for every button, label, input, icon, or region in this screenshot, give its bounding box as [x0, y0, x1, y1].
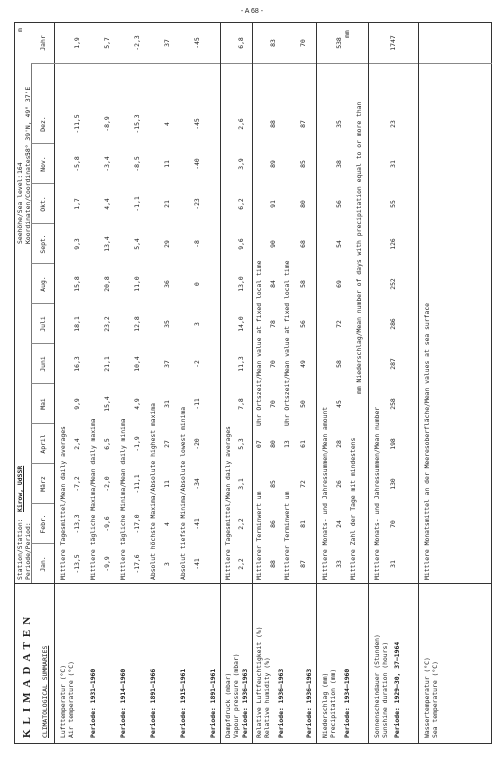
air-temp-abs-min-cell: 0	[193, 282, 201, 286]
air-temp-mean-cell: 16,3	[73, 356, 81, 372]
humidity-07-cell: 78	[269, 320, 277, 328]
year-column-divider	[31, 63, 492, 64]
sunshine-cell: 286	[389, 318, 397, 330]
air-temp-abs-min-cell: -11	[193, 398, 201, 410]
humidity-13-cell: 61	[299, 440, 307, 448]
vapour-cell: 7,8	[237, 398, 245, 410]
vapour-cell: 14,0	[237, 316, 245, 332]
air-temp-min-cell: -2,3	[133, 35, 141, 51]
air-temp-abs-min-cell: -20	[193, 438, 201, 450]
air-temp-abs-max-cell: 4	[163, 122, 171, 126]
air-temp-mean-cell: -13,3	[73, 514, 81, 534]
air-temp-mean-cell: 18,1	[73, 316, 81, 332]
vapour-cell: 3,9	[237, 158, 245, 170]
precip-amount-cell: 45	[335, 400, 343, 408]
air-temp-mean-cell: 1,7	[73, 198, 81, 210]
air-temp-abs-max-cell: 37	[163, 39, 171, 47]
month-col-divider	[31, 303, 54, 304]
section-rule-vapour	[220, 22, 221, 744]
vapour-cell: 13,0	[237, 276, 245, 292]
humidity-13-cell: 68	[299, 240, 307, 248]
air-temp-min-cell: 12,8	[133, 316, 141, 332]
humidity-13-cell: 56	[299, 320, 307, 328]
month-header-4: Mai	[39, 398, 47, 410]
sunshine-cell: 70	[389, 520, 397, 528]
air-temp-abs-max-cell: 27	[163, 440, 171, 448]
precip-amount-cell: 56	[335, 200, 343, 208]
humidity-13-cell: 81	[299, 520, 307, 528]
sunshine-cell: 31	[389, 160, 397, 168]
month-col-divider	[31, 383, 54, 384]
air-temp-min-cell: -1,1	[133, 196, 141, 212]
climate-table-sheet	[14, 22, 492, 744]
air-temp-mean-cell: 9,9	[73, 398, 81, 410]
humidity-label-en: Relative humidity (%)	[263, 657, 271, 738]
vapour-cell: 2,2	[237, 558, 245, 570]
heading-precip-2a: Mittlere Zahl der Tage mit mindestens	[349, 437, 357, 580]
air-temp-abs-min-cell: -34	[193, 478, 201, 490]
air-temp-abs-max-cell: 29	[163, 240, 171, 248]
air-temp-mean-cell: 2,4	[73, 438, 81, 450]
vapour-cell: 6,8	[237, 37, 245, 49]
period-air-3: Periode: 1891–1966	[149, 668, 157, 738]
water-label-en: Sea temperature (°C)	[431, 661, 439, 738]
humidity-07-cell: 84	[269, 280, 277, 288]
humidity-07-cell: 90	[269, 240, 277, 248]
station-name: Kirow, UdSSR	[16, 465, 24, 512]
humidity-07-cell: 80	[269, 440, 277, 448]
air-temp-min-cell: 5,4	[133, 238, 141, 250]
air-temp-abs-max-cell: 21	[163, 200, 171, 208]
air-temp-max-cell: -9,9	[103, 556, 111, 572]
month-col-divider	[31, 423, 54, 424]
heading-precip-2b: mm Niederschlag/Mean number of days with precipitation equal to or more than	[355, 101, 363, 394]
heading-humidity-1a: Mittlerer Terminwert um	[255, 491, 263, 580]
section-rule-sunshine	[368, 22, 369, 744]
air-temp-max-cell: 6,5	[103, 438, 111, 450]
vapour-label-en: Vapour pressure (mbar)	[232, 653, 240, 738]
humidity-13-cell: 70	[299, 39, 307, 47]
air-temp-abs-max-cell: 31	[163, 400, 171, 408]
sunshine-cell: 1747	[389, 35, 397, 51]
sunshine-cell: 23	[389, 120, 397, 128]
period-air-1: Periode: 1931–1960	[89, 668, 97, 738]
heading-air-4: Absolut höchste Maxima/Absolute highest maxima	[149, 403, 157, 580]
air-temp-abs-max-cell: 37	[163, 360, 171, 368]
air-temp-max-cell: 4,4	[103, 198, 111, 210]
sunshine-cell: 31	[389, 560, 397, 568]
vapour-label: Dampfdruck (mbar)	[224, 672, 232, 738]
vapour-cell: 3,1	[237, 478, 245, 490]
altitude-unit: m	[16, 28, 24, 32]
month-col-divider	[31, 343, 54, 344]
heading-sunshine: Mittlere Monats- und Jahressummen/Mean number	[373, 406, 381, 580]
summaries-label: CLIMATOLOGICAL SUMMARIES	[41, 645, 49, 738]
air-temp-max-cell: 23,2	[103, 316, 111, 332]
sunshine-label: Sonnenscheindauer (Stunden)	[373, 634, 381, 738]
sunshine-cell: 252	[389, 278, 397, 290]
air-temp-max-cell: -2,0	[103, 476, 111, 492]
humidity-13-cell: 87	[299, 560, 307, 568]
air-temp-abs-max-cell: 11	[163, 160, 171, 168]
month-header-12: Jahr	[39, 35, 47, 51]
humidity-07-cell: 89	[269, 160, 277, 168]
sunshine-label-en: Sunshine duration (hours)	[381, 641, 389, 738]
air-temp-abs-max-cell: 36	[163, 280, 171, 288]
humidity-07-cell: 85	[269, 480, 277, 488]
station-label: Station/Station:	[16, 518, 24, 580]
month-header-6: Juli	[39, 316, 47, 332]
air-temp-mean-cell: -13,5	[73, 554, 81, 574]
air-temp-mean-cell: -7,2	[73, 476, 81, 492]
heading-humidity-2b: 13	[283, 440, 291, 448]
precip-amount-cell: 38	[335, 160, 343, 168]
vapour-cell: 6,2	[237, 198, 245, 210]
precip-label-en: Precipitation (mm)	[329, 668, 337, 738]
month-col-divider	[31, 543, 54, 544]
heading-precip-1: Mittlere Monats- und Jahressummen/Mean amount	[321, 406, 329, 580]
period-label: Periode/Period:	[24, 522, 32, 580]
air-temp-min-cell: -8,5	[133, 156, 141, 172]
month-header-11: Dez.	[39, 116, 47, 132]
precip-amount-cell: 58	[335, 360, 343, 368]
month-col-divider	[31, 143, 54, 144]
section-rule-precip	[316, 22, 317, 744]
air-temp-min-cell: -17,0	[133, 514, 141, 534]
precip-amount-cell: 26	[335, 480, 343, 488]
precip-amount-cell: 28	[335, 440, 343, 448]
humidity-13-cell: 85	[299, 160, 307, 168]
air-temp-label-en: Air temperature (°C)	[67, 661, 75, 738]
air-temp-abs-max-cell: 3	[163, 562, 171, 566]
air-temp-abs-max-cell: 4	[163, 522, 171, 526]
air-temp-mean-cell: -5,8	[73, 156, 81, 172]
heading-air-3: Mittlere tägliche Minima/Mean daily minima	[119, 418, 127, 580]
heading-precip-2c: mm	[343, 30, 351, 38]
air-temp-abs-max-cell: 35	[163, 320, 171, 328]
humidity-07-cell: 70	[269, 360, 277, 368]
vapour-cell: 2,6	[237, 118, 245, 130]
month-col-divider	[31, 503, 54, 504]
vapour-cell: 9,6	[237, 238, 245, 250]
precip-amount-cell: 24	[335, 520, 343, 528]
section-rule-humidity	[252, 22, 253, 744]
precip-amount-cell: 538	[335, 37, 343, 49]
air-temp-abs-min-cell: -8	[193, 240, 201, 248]
sunshine-cell: 55	[389, 200, 397, 208]
heading-humidity-1c: Uhr Ortszeit/Mean value at fixed local time	[255, 260, 263, 426]
heading-air-1: Mittlere Tagesmittel/Mean daily averages	[59, 426, 67, 580]
air-temp-abs-min-cell: -41	[193, 518, 201, 530]
heading-water: Mittlere Monatsmittel an der Meeresoberfläche/Mean values at sea surface	[423, 302, 431, 580]
air-temp-min-cell: -11,1	[133, 474, 141, 494]
vapour-cell: 5,3	[237, 438, 245, 450]
air-temp-max-cell: 21,1	[103, 356, 111, 372]
sunshine-cell: 198	[389, 438, 397, 450]
precip-amount-cell: 69	[335, 280, 343, 288]
humidity-13-cell: 50	[299, 400, 307, 408]
month-header-10: Nov.	[39, 156, 47, 172]
air-temp-label: Lufttemperatur (°C)	[59, 664, 67, 738]
sunshine-cell: 130	[389, 478, 397, 490]
humidity-13-cell: 87	[299, 120, 307, 128]
month-header-9: Okt.	[39, 196, 47, 212]
humidity-07-cell: 86	[269, 520, 277, 528]
page-number: - A 68 -	[240, 8, 264, 15]
period-air-2: Periode: 1914–1960	[119, 668, 127, 738]
period-humidity-1: Periode: 1936–1963	[277, 668, 285, 738]
altitude-label: Seehöhe/Sea level:	[16, 174, 24, 244]
air-temp-min-cell: -1,9	[133, 436, 141, 452]
month-col-divider	[31, 183, 54, 184]
humidity-07-cell: 91	[269, 200, 277, 208]
month-header-3: April	[39, 434, 47, 454]
vapour-cell: 2,2	[237, 518, 245, 530]
air-temp-min-cell: 11,0	[133, 276, 141, 292]
air-temp-mean-cell: 1,9	[73, 37, 81, 49]
air-temp-max-cell: 13,4	[103, 236, 111, 252]
humidity-label: Relative Luftfeuchtigkeit (%)	[255, 626, 263, 738]
coord-label: Koordinaten/Coordinates:	[24, 151, 32, 244]
air-temp-abs-min-cell: -45	[193, 37, 201, 49]
air-temp-mean-cell: 9,3	[73, 238, 81, 250]
sunshine-cell: 126	[389, 238, 397, 250]
air-temp-abs-min-cell: -40	[193, 158, 201, 170]
period-air-4: Periode: 1915–1961	[179, 668, 187, 738]
air-temp-abs-min-cell: -2	[193, 360, 201, 368]
air-temp-abs-min-cell: -41	[193, 558, 201, 570]
vapour-cell: 11,3	[237, 356, 245, 372]
precip-amount-cell: 72	[335, 320, 343, 328]
air-temp-max-cell: -8,9	[103, 116, 111, 132]
air-temp-max-cell: -3,4	[103, 156, 111, 172]
heading-humidity-2c: Uhr Ortszeit/Mean value at fixed local time	[283, 260, 291, 426]
air-temp-abs-min-cell: -23	[193, 198, 201, 210]
humidity-13-cell: 72	[299, 480, 307, 488]
heading-air-2: Mittlere tägliche Maxima/Mean daily maxima	[89, 418, 97, 580]
heading-humidity-1b: 07	[255, 440, 263, 448]
air-temp-max-cell: 5,7	[103, 37, 111, 49]
air-temp-mean-cell: -11,5	[73, 114, 81, 134]
air-temp-min-cell: 4,9	[133, 398, 141, 410]
period-air-5: Periode: 1891–1961	[209, 668, 217, 738]
humidity-07-cell: 83	[269, 39, 277, 47]
humidity-13-cell: 49	[299, 360, 307, 368]
sunshine-cell: 287	[389, 358, 397, 370]
month-col-divider	[31, 463, 54, 464]
month-header-5: Juni	[39, 356, 47, 372]
air-temp-abs-max-cell: 11	[163, 480, 171, 488]
air-temp-max-cell: -9,6	[103, 516, 111, 532]
air-temp-mean-cell: 15,8	[73, 276, 81, 292]
precip-label: Niederschlag (mm)	[321, 672, 329, 738]
humidity-07-cell: 88	[269, 560, 277, 568]
heading-vapour: Mittlere Tagesmittel/Mean daily averages	[224, 426, 232, 580]
period-vapour: Periode: 1936–1963	[241, 668, 249, 738]
month-header-0: Jan.	[39, 556, 47, 572]
air-temp-max-cell: 15,4	[103, 396, 111, 412]
sunshine-cell: 258	[389, 398, 397, 410]
section-rule-water	[418, 22, 419, 744]
altitude-value: 164	[16, 162, 24, 174]
month-header-7: Aug.	[39, 276, 47, 292]
heading-air-5: Absolut tiefste Minima/Absolute lowest minima	[179, 406, 187, 580]
air-temp-min-cell: -17,6	[133, 554, 141, 574]
header-rule	[54, 22, 55, 744]
label-column-divider	[14, 583, 492, 584]
humidity-07-cell: 88	[269, 120, 277, 128]
air-temp-max-cell: 20,8	[103, 276, 111, 292]
humidity-07-cell: 70	[269, 400, 277, 408]
month-header-1: Febr.	[39, 514, 47, 534]
month-col-divider	[31, 223, 54, 224]
precip-amount-cell: 54	[335, 240, 343, 248]
air-temp-abs-min-cell: -45	[193, 118, 201, 130]
air-temp-min-cell: -15,3	[133, 114, 141, 134]
heading-humidity-2a: Mittlerer Terminwert um	[283, 491, 291, 580]
precip-amount-cell: 33	[335, 560, 343, 568]
period-precip: Periode: 1934–1960	[343, 668, 351, 738]
period-sunshine: Periode: 1929–30, 37–1964	[393, 641, 401, 738]
precip-amount-cell: 35	[335, 120, 343, 128]
month-col-divider	[31, 263, 54, 264]
period-humidity-2: Periode: 1936–1963	[305, 668, 313, 738]
air-temp-min-cell: 10,4	[133, 356, 141, 372]
table-frame	[14, 22, 492, 744]
air-temp-abs-min-cell: 3	[193, 322, 201, 326]
humidity-13-cell: 58	[299, 280, 307, 288]
month-header-8: Sept.	[39, 234, 47, 254]
month-header-2: März	[39, 476, 47, 492]
humidity-13-cell: 80	[299, 200, 307, 208]
water-label: Wassertemperatur (°C)	[423, 657, 431, 738]
title: KLIMADATEN	[21, 611, 33, 738]
coord-value: 58° 39'N, 49° 37'E	[24, 86, 32, 156]
